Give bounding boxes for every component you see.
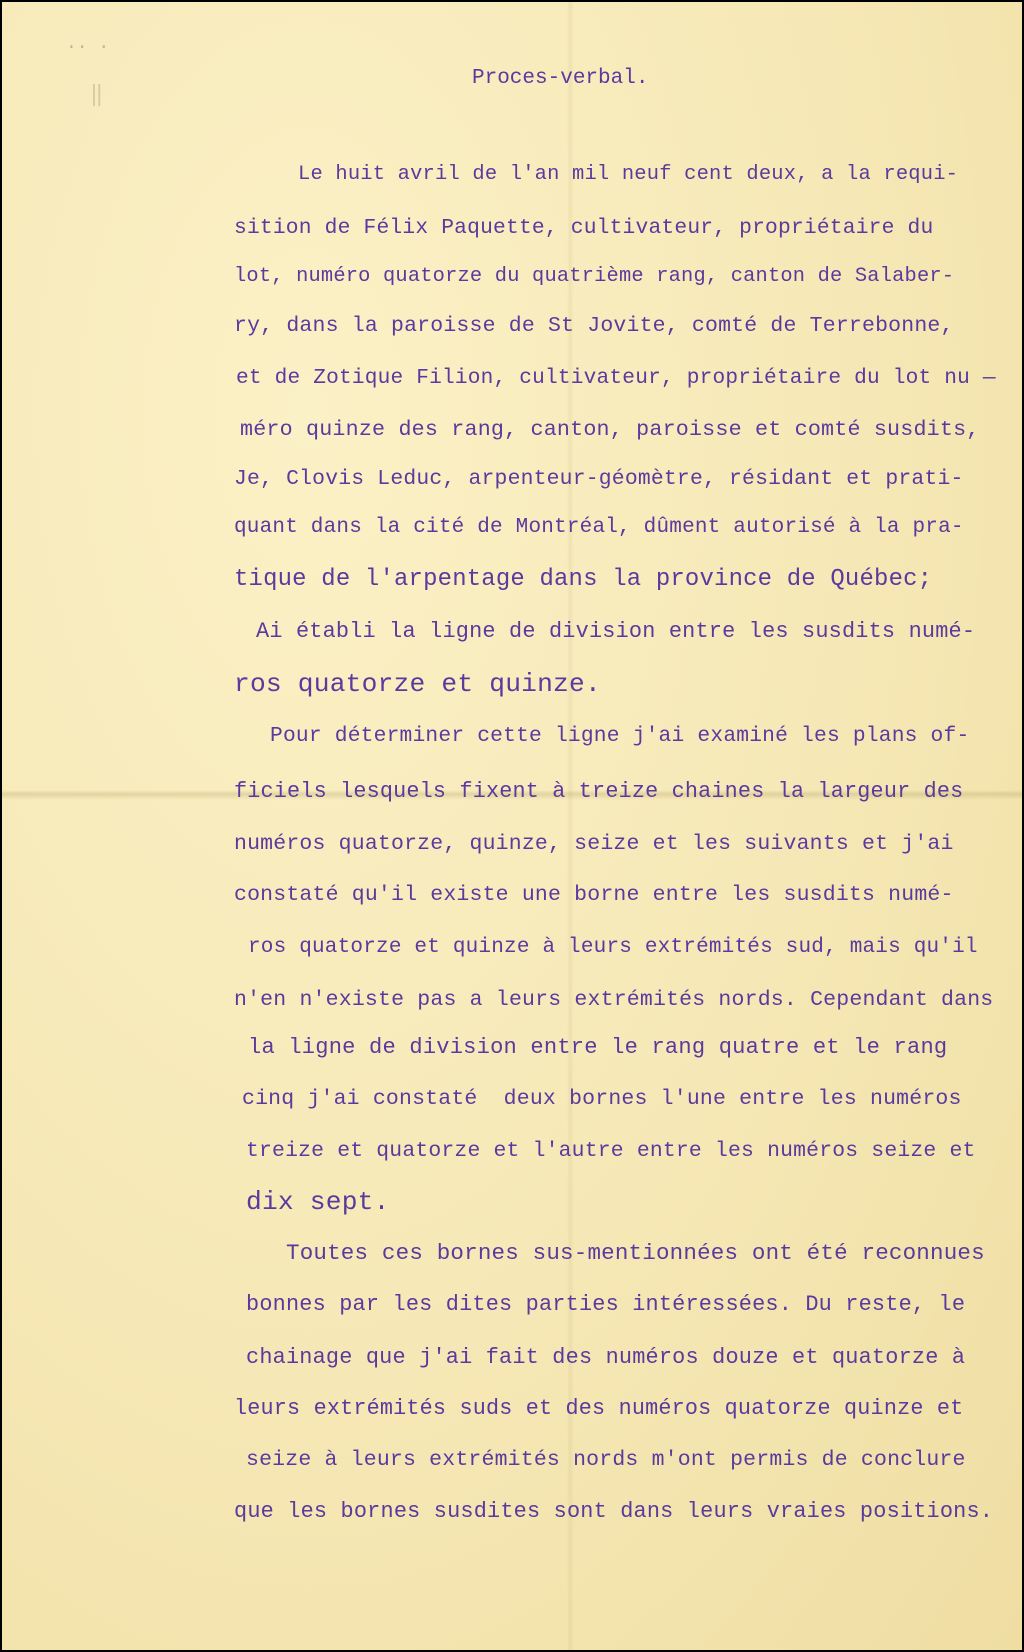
text-line: ros quatorze et quinze. bbox=[234, 669, 601, 699]
text-line: bonnes par les dites parties intéressées. Du reste, le bbox=[246, 1292, 966, 1317]
ink-smudge: ·· · bbox=[66, 38, 110, 58]
text-line: seize à leurs extrémités nords m'ont permis de conclure bbox=[246, 1448, 966, 1472]
text-line: ficiels lesquels fixent à treize chaines la largeur des bbox=[234, 779, 964, 804]
text-line: treize et quatorze et l'autre entre les numéros seize et bbox=[246, 1139, 976, 1163]
document-title: Proces-verbal. bbox=[472, 67, 649, 90]
text-line: chainage que j'ai fait des numéros douze et quatorze à bbox=[246, 1345, 966, 1370]
text-line: n'en n'existe pas a leurs extrémités nords. Cependant dans bbox=[234, 988, 994, 1012]
text-line: la ligne de division entre le rang quatre et le rang bbox=[248, 1035, 948, 1060]
text-line: quant dans la cité de Montréal, dûment autorisé à la pra- bbox=[234, 516, 964, 539]
text-line: et de Zotique Filion, cultivateur, propriétaire du lot nu — bbox=[236, 366, 996, 390]
text-line: méro quinze des rang, canton, paroisse et comté susdits, bbox=[240, 417, 980, 442]
text-line: Toutes ces bornes sus-mentionnées ont été reconnues bbox=[286, 1240, 985, 1266]
text-line: dix sept. bbox=[246, 1187, 390, 1217]
text-line: Pour déterminer cette ligne j'ai examiné les plans of- bbox=[270, 724, 970, 748]
text-line: cinq j'ai constaté deux bornes l'une entre les numéros bbox=[242, 1087, 962, 1111]
text-line: tique de l'arpentage dans la province de Québec; bbox=[234, 566, 933, 593]
text-line: lot, numéro quatorze du quatrième rang, canton de Salaber- bbox=[234, 265, 955, 288]
ink-smudge: ‖ bbox=[90, 83, 104, 108]
text-line: numéros quatorze, quinze, seize et les suivants et j'ai bbox=[234, 832, 954, 856]
text-line: leurs extrémités suds et des numéros quatorze quinze et bbox=[234, 1396, 964, 1421]
text-line: Ai établi la ligne de division entre les susdits numé- bbox=[256, 619, 976, 644]
text-line: Le huit avril de l'an mil neuf cent deux, a la requi- bbox=[298, 163, 959, 186]
text-line: sition de Félix Paquette, cultivateur, propriétaire du bbox=[234, 216, 934, 240]
text-line: ros quatorze et quinze à leurs extrémités sud, mais qu'il bbox=[248, 936, 978, 959]
text-line: ry, dans la paroisse de St Jovite, comté de Terrebonne, bbox=[234, 314, 954, 338]
text-line: constaté qu'il existe une borne entre les susdits numé- bbox=[234, 883, 954, 907]
text-line: Je, Clovis Leduc, arpenteur-géomètre, résidant et prati- bbox=[234, 467, 964, 491]
text-line: que les bornes susdites sont dans leurs vraies positions. bbox=[234, 1499, 994, 1524]
